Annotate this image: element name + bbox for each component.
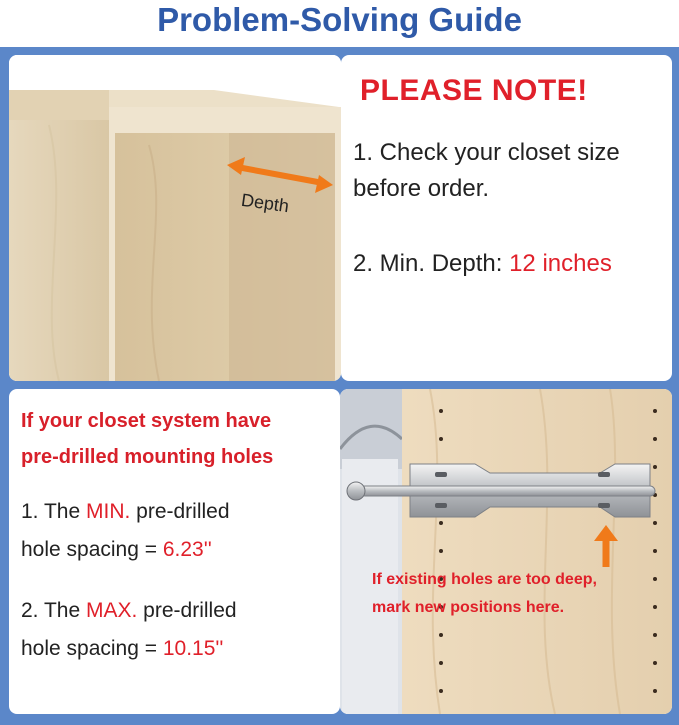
min-depth-value: 12 inches: [509, 250, 612, 277]
rod-end-cap: [347, 482, 365, 500]
max-the: 2. The: [21, 599, 86, 622]
min-spacing-line2: [21, 531, 212, 569]
holes-heading-line1: If your closet system have: [21, 410, 272, 432]
annotation-line2: mark new positions here.: [372, 599, 565, 616]
min-spacing-prefix: hole spacing =: [21, 538, 163, 561]
cabinet-panel: [9, 55, 341, 381]
hole-spacing-panel: [9, 389, 340, 714]
max-spacing-value: 10.15'': [162, 637, 224, 660]
depth-label: Depth: [239, 189, 291, 217]
min-spacing-value: 6.23'': [162, 538, 212, 561]
note-item1-line2: before order.: [353, 175, 490, 202]
min-rest: pre-drilled: [130, 500, 230, 523]
note-item2: [353, 246, 612, 282]
cabinet-side: [9, 90, 109, 381]
max-spacing-line1: [21, 592, 237, 630]
note-item1-line1: 1. Check your closet size: [353, 139, 620, 166]
note-item2-prefix: 2. Min. Depth:: [353, 250, 510, 277]
cabinet-illustration: [9, 55, 341, 381]
min-keyword: MIN.: [86, 500, 131, 523]
min-spacing-line1: [21, 493, 230, 531]
closet-rod: [360, 486, 655, 496]
max-rest: pre-drilled: [137, 599, 237, 622]
page-title: Problem-Solving Guide: [157, 1, 522, 38]
annotation-line1: If existing holes are too deep,: [372, 571, 597, 588]
max-spacing-prefix: hole spacing =: [21, 637, 163, 660]
max-keyword: MAX.: [86, 599, 138, 622]
note-title: PLEASE NOTE!: [360, 74, 588, 107]
min-the: 1. The: [21, 500, 86, 523]
holes-heading-line2: pre-drilled mounting holes: [21, 446, 274, 468]
bracket-photo: [340, 389, 672, 714]
note-panel: [341, 55, 672, 381]
max-spacing-line2: [21, 630, 223, 668]
bracket-panel: [340, 389, 672, 714]
